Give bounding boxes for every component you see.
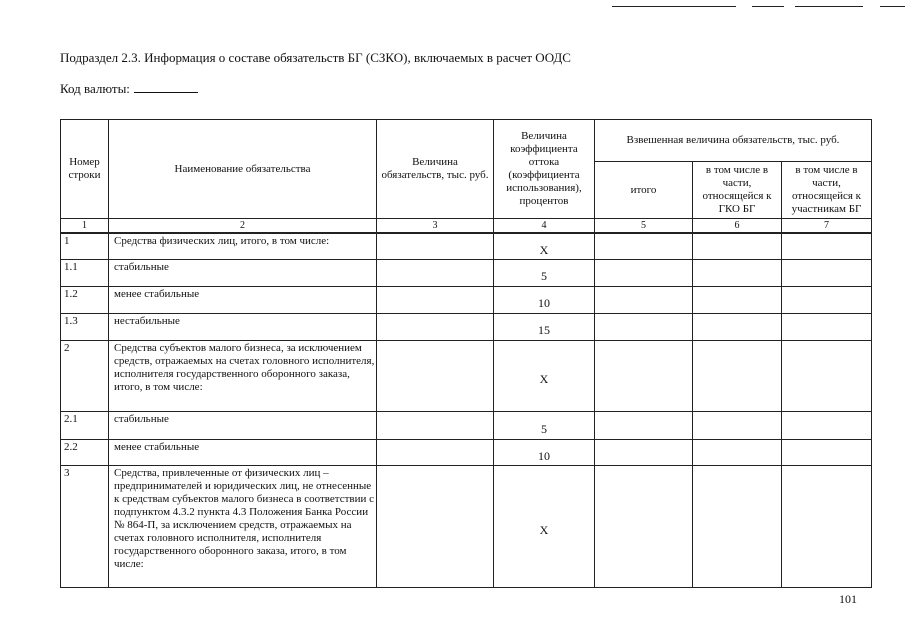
header-coefficient: Величина коэффициента оттока (коэффициента использования), процентов <box>494 120 595 219</box>
gko-cell[interactable] <box>693 439 782 465</box>
amount-cell[interactable] <box>377 465 494 587</box>
row-number: 1.2 <box>61 286 109 313</box>
amount-cell[interactable] <box>377 233 494 259</box>
row-number: 1.1 <box>61 259 109 286</box>
currency-code-line <box>60 80 198 97</box>
amount-cell[interactable] <box>377 439 494 465</box>
total-cell[interactable] <box>595 313 693 340</box>
total-cell[interactable] <box>595 465 693 587</box>
gko-cell[interactable] <box>693 411 782 439</box>
participants-cell[interactable] <box>782 313 872 340</box>
row-name: менее стабильные <box>109 286 377 313</box>
total-cell[interactable] <box>595 233 693 259</box>
row-number: 1 <box>61 233 109 259</box>
total-cell[interactable] <box>595 411 693 439</box>
column-number: 2 <box>109 219 377 234</box>
coefficient-cell: 5 <box>494 259 595 286</box>
row-name: Средства субъектов малого бизнеса, за исключением средств, отражаемых на счетах головного исполнителя, исполнителя государственного оборонного заказа, итого, в том числе: <box>109 340 377 411</box>
coefficient-cell: 10 <box>494 439 595 465</box>
row-number: 2 <box>61 340 109 411</box>
column-number: 1 <box>61 219 109 234</box>
participants-cell[interactable] <box>782 465 872 587</box>
top-rule-2 <box>752 6 784 7</box>
header-amount: Величина обязательств, тыс. руб. <box>377 120 494 219</box>
row-name: стабильные <box>109 259 377 286</box>
currency-code-field[interactable] <box>134 80 198 93</box>
gko-cell[interactable] <box>693 465 782 587</box>
participants-cell[interactable] <box>782 439 872 465</box>
row-number: 2.1 <box>61 411 109 439</box>
row-name: нестабильные <box>109 313 377 340</box>
row-name: менее стабильные <box>109 439 377 465</box>
gko-cell[interactable] <box>693 313 782 340</box>
row-number: 1.3 <box>61 313 109 340</box>
row-name: стабильные <box>109 411 377 439</box>
gko-cell[interactable] <box>693 340 782 411</box>
table-row <box>61 233 872 259</box>
table-row <box>61 313 872 340</box>
header-participants: в том числе в части, относящейся к участникам БГ <box>782 162 872 219</box>
coefficient-cell: Х <box>494 340 595 411</box>
top-rule-4 <box>880 6 905 7</box>
amount-cell[interactable] <box>377 259 494 286</box>
total-cell[interactable] <box>595 259 693 286</box>
amount-cell[interactable] <box>377 340 494 411</box>
coefficient-cell: 15 <box>494 313 595 340</box>
gko-cell[interactable] <box>693 286 782 313</box>
table-row <box>61 286 872 313</box>
table-row <box>61 259 872 286</box>
header-name: Наименование обязательства <box>109 120 377 219</box>
column-number: 7 <box>782 219 872 234</box>
table-row <box>61 340 872 411</box>
participants-cell[interactable] <box>782 286 872 313</box>
column-number: 5 <box>595 219 693 234</box>
row-name: Средства, привлеченные от физических лиц – предпринимателей и юридических лиц, не отнесенные к средствам субъектов малого бизнеса в соответствии с подпунктом 4.3.2 пункта 4.3 Положения Банка России № 864-П, за исключением средств, отражаемых на счетах головного исполнителя, исполнителя государственного оборонного заказа, итого, в том числе: <box>109 465 377 587</box>
participants-cell[interactable] <box>782 411 872 439</box>
header-total: итого <box>595 162 693 219</box>
participants-cell[interactable] <box>782 340 872 411</box>
column-number: 4 <box>494 219 595 234</box>
header-row-number: Номер строки <box>61 120 109 219</box>
page-number: 101 <box>839 592 857 606</box>
coefficient-cell: 10 <box>494 286 595 313</box>
column-numbers-row <box>61 219 872 234</box>
header-gko: в том числе в части, относящейся к ГКО БГ <box>693 162 782 219</box>
top-rule-1 <box>612 6 736 7</box>
total-cell[interactable] <box>595 286 693 313</box>
participants-cell[interactable] <box>782 259 872 286</box>
participants-cell[interactable] <box>782 233 872 259</box>
total-cell[interactable] <box>595 439 693 465</box>
coefficient-cell: 5 <box>494 411 595 439</box>
header-weighted: Взвешенная величина обязательств, тыс. руб. <box>595 120 872 162</box>
column-number: 3 <box>377 219 494 234</box>
amount-cell[interactable] <box>377 411 494 439</box>
gko-cell[interactable] <box>693 233 782 259</box>
table-row <box>61 465 872 587</box>
table-row <box>61 411 872 439</box>
row-name: Средства физических лиц, итого, в том числе: <box>109 233 377 259</box>
section-heading: Подраздел 2.3. Информация о составе обязательств БГ (СЗКО), включаемых в расчет ООДС <box>60 50 571 65</box>
column-number: 6 <box>693 219 782 234</box>
top-rule-3 <box>795 6 863 7</box>
table-row <box>61 439 872 465</box>
currency-code-label: Код валюты: <box>60 81 130 96</box>
amount-cell[interactable] <box>377 286 494 313</box>
row-number: 3 <box>61 465 109 587</box>
coefficient-cell: Х <box>494 465 595 587</box>
row-number: 2.2 <box>61 439 109 465</box>
total-cell[interactable] <box>595 340 693 411</box>
coefficient-cell: Х <box>494 233 595 259</box>
obligations-table <box>60 119 872 588</box>
gko-cell[interactable] <box>693 259 782 286</box>
amount-cell[interactable] <box>377 313 494 340</box>
